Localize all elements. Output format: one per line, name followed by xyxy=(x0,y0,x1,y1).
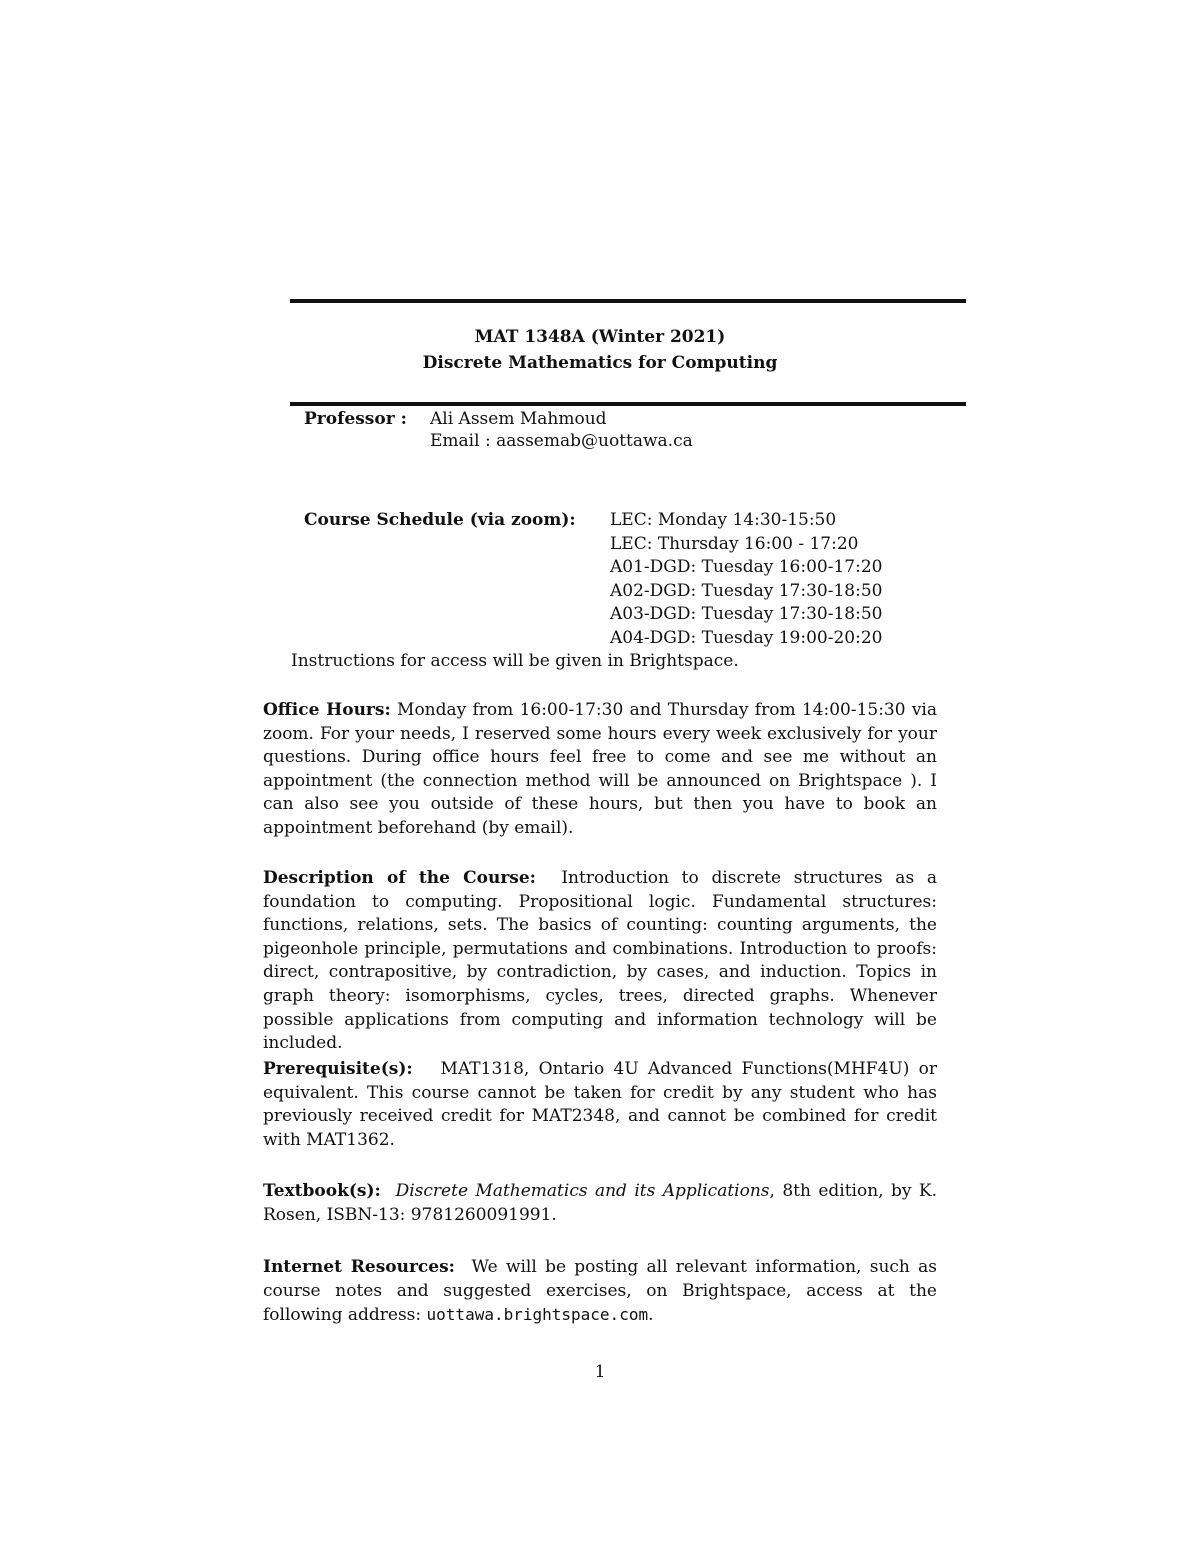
internet-resources-section xyxy=(263,1256,937,1328)
textbook-heading: Textbook(s): xyxy=(263,1181,381,1201)
course-title-block xyxy=(290,324,910,376)
schedule-item: LEC: Monday 14:30-15:50 xyxy=(610,510,837,530)
schedule-note: Instructions for access will be given in Brightspace. xyxy=(291,651,739,671)
office-hours-heading: Office Hours: xyxy=(263,700,391,720)
textbook-section xyxy=(263,1180,937,1227)
course-description-section xyxy=(263,867,937,1056)
internet-resources-heading: Internet Resources: xyxy=(263,1257,455,1277)
professor-label: Professor : xyxy=(304,409,407,429)
top-rule xyxy=(290,299,966,303)
prerequisites-heading: Prerequisite(s): xyxy=(263,1059,413,1079)
prerequisites-body: MAT1318, Ontario 4U Advanced Functions(MHF4U) or equivalent. This course cannot be taken for credit by any student who has previously received credit for MAT2348, and cannot be combined for credit with MAT1362. xyxy=(263,1059,937,1150)
schedule-list xyxy=(610,509,882,650)
office-hours-body: Monday from 16:00-17:30 and Thursday from 14:00-15:30 via zoom. For your needs, I reserved some hours every week exclusively for your questions. During office hours feel free to come and see me without an appointment (the connection method will be announced on Brightspace ). I can also see you outside of these hours, but then you have to book an appointment beforehand (by email). xyxy=(263,700,938,838)
office-hours-section xyxy=(263,699,937,841)
brightspace-url[interactable]: uottawa.brightspace.com xyxy=(426,1305,649,1325)
internet-resources-end: . xyxy=(648,1305,654,1326)
schedule-item: A01-DGD: Tuesday 16:00-17:20 xyxy=(610,557,883,577)
professor-email: Email : aassemab@uottawa.ca xyxy=(430,431,693,451)
course-name-title: Discrete Mathematics for Computing xyxy=(422,353,778,373)
middle-rule xyxy=(290,402,966,406)
page-number: 1 xyxy=(594,1362,606,1382)
professor-name: Ali Assem Mahmoud xyxy=(430,409,607,429)
schedule-label: Course Schedule (via zoom): xyxy=(304,510,576,530)
course-description-body: Introduction to discrete structures as a foundation to computing. Propositional logic. Fundamental structures: functions, relations, sets. The basics of counting: counting arguments, the pigeonhole principle, permutations and combinations. Introduction to proofs: direct, contrapositive, by contradiction, by cases, and induction. Topics in graph theory: isomorphisms, cycles, trees, directed graphs. Whenever possible applications from computing and information technology will be included. xyxy=(263,868,937,1054)
textbook-title: Discrete Mathematics and its Applications xyxy=(395,1181,770,1201)
schedule-item: A02-DGD: Tuesday 17:30-18:50 xyxy=(610,580,883,601)
course-code-title: MAT 1348A (Winter 2021) xyxy=(474,327,726,347)
schedule-item: LEC: Thursday 16:00 - 17:20 xyxy=(610,533,859,554)
course-description-heading: Description of the Course: xyxy=(263,868,536,888)
schedule-item: A04-DGD: Tuesday 19:00-20:20 xyxy=(610,627,883,648)
textbook-details: , 8th edition, by K. Rosen, ISBN-13: 9781260091991. xyxy=(263,1181,937,1225)
schedule-item: A03-DGD: Tuesday 17:30-18:50 xyxy=(610,604,883,624)
prerequisites-section xyxy=(263,1058,937,1152)
internet-resources-body: We will be posting all relevant information, such as course notes and suggested exercises, on Brightspace, access at the following address: xyxy=(263,1257,937,1326)
